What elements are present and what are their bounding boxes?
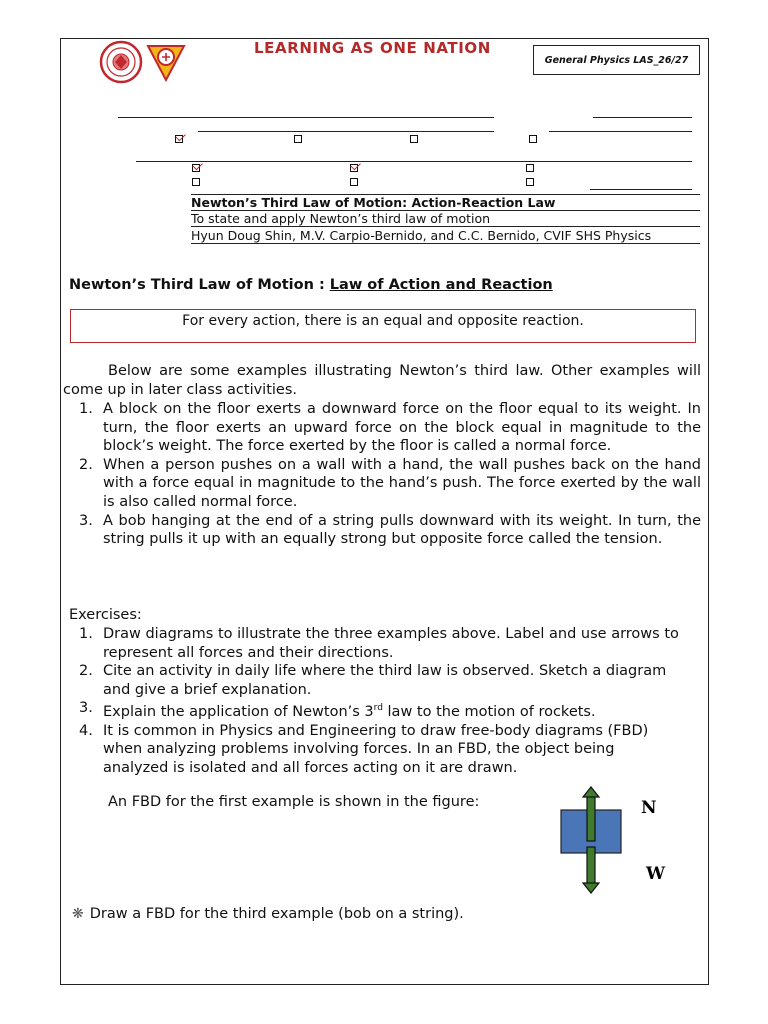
form-line — [593, 117, 692, 118]
checkbox[interactable] — [192, 178, 200, 186]
final-task: ❋ Draw a FBD for the third example (bob on a string). — [72, 906, 464, 922]
asterisk-icon: ❋ — [72, 906, 84, 922]
list-item: 4. It is common in Physics and Engineering to draw free-body diagrams (FBD) when analyzing problems involving forces. In an FBD, the object being analyzed is isolated and all forces acting on it are drawn. — [79, 722, 649, 776]
lesson-topic: Newton’s Third Law of Motion: Action-Reaction Law — [191, 195, 700, 211]
lesson-objective: To state and apply Newton’s third law of motion — [191, 211, 700, 227]
list-item: 3. Explain the application of Newton’s 3rd law to the motion of rockets. — [79, 700, 596, 721]
list-item: 1. Draw diagrams to illustrate the three examples above. Label and use arrows to represent all forces and their directions. — [79, 626, 679, 661]
checkbox[interactable] — [350, 178, 358, 186]
header-title: LEARNING AS ONE NATION — [254, 39, 491, 57]
checkbox[interactable] — [529, 135, 537, 143]
checkbox[interactable] — [192, 164, 200, 172]
weight-arrow — [583, 847, 599, 893]
checkbox[interactable] — [294, 135, 302, 143]
section-heading — [69, 277, 553, 293]
free-body-diagram — [550, 785, 680, 895]
form-line — [118, 117, 494, 118]
lesson-authors: Hyun Doug Shin, M.V. Carpio-Bernido, and C.C. Bernido, CVIF SHS Physics — [191, 228, 700, 244]
heading-prefix: Newton’s Third Law of Motion : — [69, 277, 330, 293]
checkbox[interactable] — [526, 178, 534, 186]
principle-box: For every action, there is an equal and opposite reaction. — [70, 309, 696, 343]
school-seal-logo — [99, 40, 143, 84]
list-item: 2. Cite an activity in daily life where the third law is observed. Sketch a diagram and give a brief explanation. — [79, 663, 667, 698]
list-item: 2. When a person pushes on a wall with a hand, the wall pushes back on the hand with a force equal in magnitude to the hand’s push. The force exerted by the wall is also called normal force. — [79, 456, 701, 510]
exercises-label: Exercises: — [69, 607, 142, 623]
normal-force-label: N — [641, 798, 657, 818]
weight-label: W — [646, 864, 666, 884]
form-line — [590, 189, 692, 190]
intro-paragraph: Below are some examples illustrating Newton’s third law. Other examples will come up in later class activities. — [63, 363, 701, 398]
checkbox[interactable] — [350, 164, 358, 172]
form-line — [136, 161, 692, 162]
form-line — [198, 131, 494, 132]
list-item: 1. A block on the floor exerts a downward force on the floor equal to its weight. In turn, the floor exerts an upward force on the block equal in magnitude to the block’s weight. The force exerted by the floor is called a normal force. — [79, 401, 701, 455]
checkbox[interactable] — [175, 135, 183, 143]
fbd-intro: An FBD for the first example is shown in the figure: — [108, 794, 480, 810]
list-item: 3. A bob hanging at the end of a string pulls downward with its weight. In turn, the string pulls it up with an equally strong but opposite force called the tension. — [79, 512, 701, 548]
examples-list — [63, 400, 701, 549]
deped-logo — [144, 40, 188, 84]
checkbox[interactable] — [526, 164, 534, 172]
checkbox[interactable] — [410, 135, 418, 143]
document-code-box: General Physics LAS_26/27 — [533, 45, 700, 75]
exercises-list — [63, 625, 683, 778]
form-line — [549, 131, 692, 132]
heading-underlined: Law of Action and Reaction — [329, 277, 553, 293]
